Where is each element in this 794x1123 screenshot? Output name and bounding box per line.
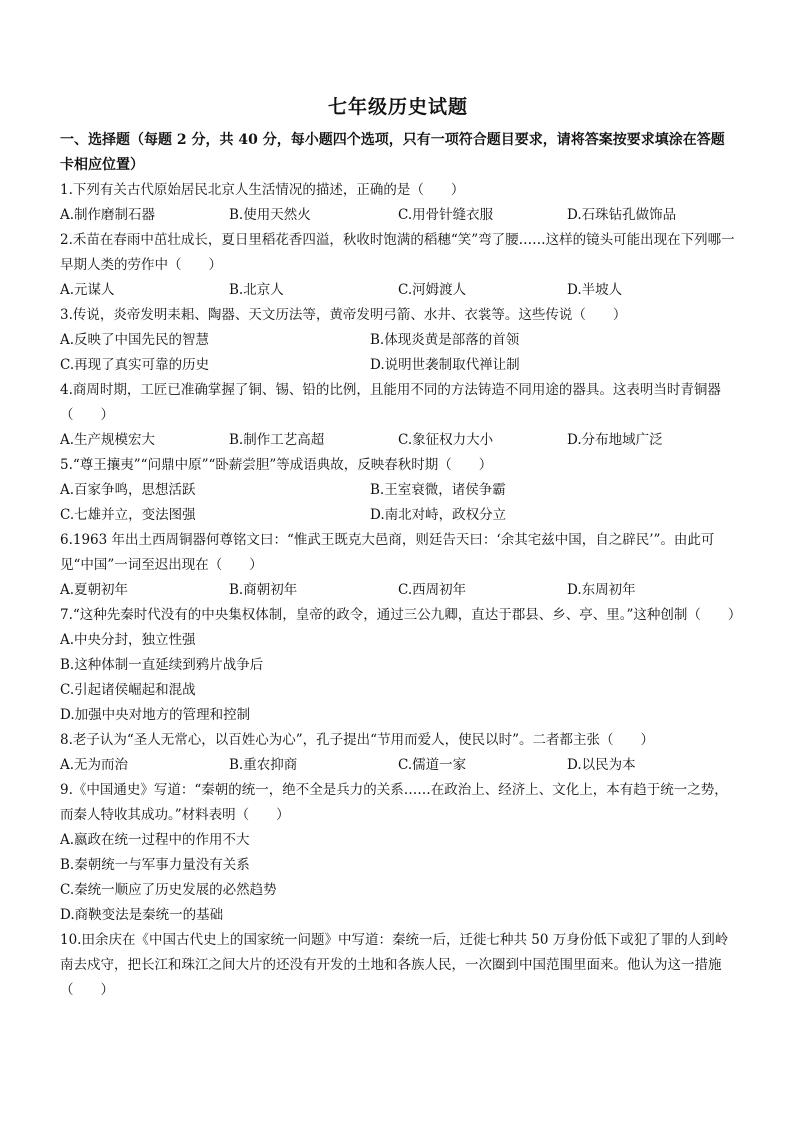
option-d: D.石珠钻孔做饰品 xyxy=(567,207,677,223)
question-stem: 6.1963 年出土西周铜器何尊铭文曰：“惟武王既克大邑商，则廷告天曰：‘余其宅兹中国，自之辟民’”。由此可见“中国”一词至迟出现在（ ） xyxy=(60,532,715,573)
option-a: A.制作磨制石器 xyxy=(60,207,156,223)
option-d: D.南北对峙，政权分立 xyxy=(370,507,507,523)
option-b: B.使用天然火 xyxy=(229,207,311,223)
question-stem: 4.商周时期，工匠已准确掌握了铜、锡、铅的比例，且能用不同的方法铸造不同用途的器具。这表明当时青铜器（ ） xyxy=(60,382,721,423)
option-b: B.秦朝统一与军事力量没有关系 xyxy=(60,857,250,873)
options-row xyxy=(60,353,736,378)
options-row xyxy=(60,503,736,528)
question-1 xyxy=(60,178,736,228)
question-3 xyxy=(60,303,736,378)
options-row xyxy=(60,278,736,303)
option-c: C.象征权力大小 xyxy=(398,432,494,448)
question-stem: 9.《中国通史》写道：“秦朝的统一，绝不全是兵力的关系……在政治上、经济上、文化上，本有趋于统一之势，而秦人特收其成功。”材料表明（ ） xyxy=(60,782,728,823)
question-stem: 5.“尊王攘夷”“问鼎中原”“卧薪尝胆”等成语典故，反映春秋时期（ ） xyxy=(60,457,493,473)
options-row xyxy=(60,578,736,603)
option-a: A.无为而治 xyxy=(60,757,129,773)
option-c: C.儒道一家 xyxy=(398,757,467,773)
option-a: A.夏朝初年 xyxy=(60,582,129,598)
options-row xyxy=(60,478,736,503)
option-b: B.重农抑商 xyxy=(229,757,298,773)
question-2 xyxy=(60,228,736,303)
option-d: D.加强中央对地方的管理和控制 xyxy=(60,707,251,723)
question-stem: 1.下列有关古代原始居民北京人生活情况的描述，正确的是（ ） xyxy=(60,182,465,198)
option-b: B.制作工艺高超 xyxy=(229,432,325,448)
option-d: D.以民为本 xyxy=(567,757,636,773)
exam-page xyxy=(60,92,742,1003)
question-stem: 7.“这种先秦时代没有的中央集权体制，皇帝的政令，通过三公九卿，直达于郡县、乡、亭、里。”这种创制（ ） xyxy=(60,607,742,623)
option-a: A.生产规模宏大 xyxy=(60,432,156,448)
question-stem: 3.传说，炎帝发明耒耜、陶器、天文历法等，黄帝发明弓箭、水井、衣裳等。这些传说（ ） xyxy=(60,307,627,323)
section-header: 一、选择题（每题 2 分，共 40 分，每小题四个选项，只有一项符合题目要求，请将答案按要求填涂在答题卡相应位置） xyxy=(60,132,725,173)
option-c: C.西周初年 xyxy=(398,582,467,598)
option-d: D.分布地域广泛 xyxy=(567,432,663,448)
option-d: D.半坡人 xyxy=(567,282,623,298)
option-b: B.商朝初年 xyxy=(229,582,298,598)
question-stem: 2.禾苗在春雨中茁壮成长，夏日里稻花香四溢，秋收时饱满的稻穗“笑”弯了腰……这样的镜头可能出现在下列哪一早期人类的劳作中（ ） xyxy=(60,232,735,273)
question-5 xyxy=(60,453,736,528)
question-6 xyxy=(60,528,736,603)
option-c: C.秦统一顺应了历史发展的必然趋势 xyxy=(60,882,277,898)
option-c: C.用骨针缝衣服 xyxy=(398,207,494,223)
option-c: C.引起诸侯崛起和混战 xyxy=(60,682,196,698)
option-d: D.东周初年 xyxy=(567,582,636,598)
page-title: 七年级历史试题 xyxy=(327,96,468,118)
option-a: A.反映了中国先民的智慧 xyxy=(60,332,210,348)
option-c: C.再现了真实可靠的历史 xyxy=(60,357,210,373)
question-8 xyxy=(60,728,736,778)
question-4 xyxy=(60,378,736,453)
option-a: A.百家争鸣，思想活跃 xyxy=(60,482,196,498)
options-row xyxy=(60,328,736,353)
option-c: C.河姆渡人 xyxy=(398,282,467,298)
question-10 xyxy=(60,928,736,1003)
question-stem: 8.老子认为“圣人无常心，以百姓心为心”，孔子提出“节用而爱人，使民以时”。二者都主张（ ） xyxy=(60,732,654,748)
question-stem: 10.田余庆在《中国古代史上的国家统一问题》中写道：秦统一后，迁徙七种共 50 万身份低下或犯了罪的人到岭南去戍守，把长江和珠江之间大片的还没有开发的土地和各族人民，一次圈到中国范围里面来。他认为这一措施（ ） xyxy=(60,932,729,998)
question-7 xyxy=(60,603,742,728)
option-d: D.说明世袭制取代禅让制 xyxy=(370,357,520,373)
options-row xyxy=(60,203,736,228)
option-b: B.这种体制一直延续到鸦片战争后 xyxy=(60,657,264,673)
option-a: A.嬴政在统一过程中的作用不大 xyxy=(60,832,250,848)
option-b: B.王室衰微，诸侯争霸 xyxy=(370,482,506,498)
option-b: B.北京人 xyxy=(229,282,284,298)
option-b: B.体现炎黄是部落的首领 xyxy=(370,332,520,348)
option-d: D.商鞅变法是秦统一的基础 xyxy=(60,907,224,923)
option-a: A.中央分封，独立性强 xyxy=(60,632,196,648)
options-row xyxy=(60,428,736,453)
question-9 xyxy=(60,778,736,928)
options-row xyxy=(60,753,736,778)
option-c: C.七雄并立，变法图强 xyxy=(60,507,196,523)
option-a: A.元谋人 xyxy=(60,282,115,298)
